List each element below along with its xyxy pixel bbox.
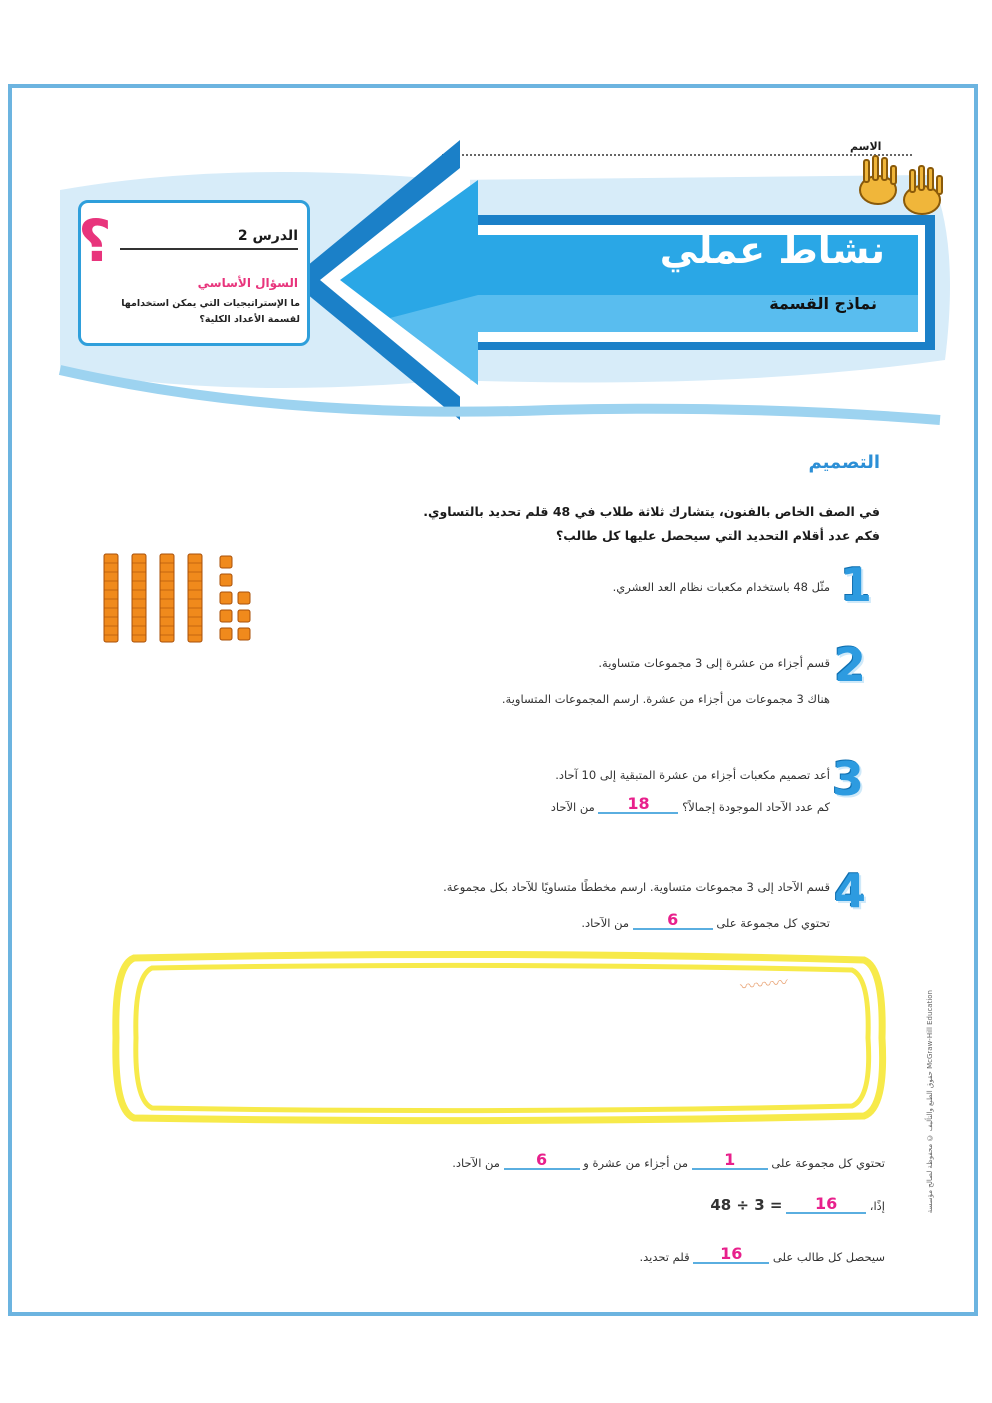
step-1-number: 1 bbox=[840, 558, 873, 612]
step-4-answer-field[interactable]: 6 bbox=[633, 912, 713, 930]
problem-line-2: فكم عدد أقلام التحديد التي سيحصل عليها كل طالب؟ bbox=[556, 528, 880, 543]
final-answer-field[interactable]: 16 bbox=[693, 1246, 769, 1264]
step-3-answer-field[interactable]: 18 bbox=[598, 796, 678, 814]
name-label: الاسم bbox=[850, 140, 882, 153]
bottom-line-3-pre: سيحصل كل طالب على bbox=[772, 1250, 885, 1264]
scratch-marks-icon: 〰〰〰 bbox=[739, 972, 789, 997]
step-3-question-pre: كم عدد الآحاد الموجودة إجمالاً؟ bbox=[682, 800, 830, 814]
step-4-text: قسم الآحاد إلى 3 مجموعات متساوية. ارسم مخططًا متساويًا للآحاد بكل مجموعة. bbox=[443, 880, 830, 894]
bottom-line-3 bbox=[500, 1246, 885, 1264]
bottom-line-3-post: قلم تحديد. bbox=[639, 1250, 690, 1264]
division-expression: 48 ÷ 3 = bbox=[710, 1196, 783, 1214]
ones-answer-field[interactable]: 6 bbox=[504, 1152, 580, 1170]
step-3-question bbox=[420, 796, 830, 814]
copyright-credit: حقوق الطبع والتأليف © محفوظة لصالح مؤسسة McGraw-Hill Education bbox=[926, 990, 934, 1214]
step-2-number: 2 bbox=[834, 638, 867, 692]
tens-answer-field[interactable]: 1 bbox=[692, 1152, 768, 1170]
step-2-text-2: هناك 3 مجموعات من أجزاء من عشرة. ارسم المجموعات المتساوية. bbox=[501, 692, 830, 706]
step-3-text: أعد تصميم مكعبات أجزاء من عشرة المتبقية إلى 10 آحاد. bbox=[555, 768, 830, 782]
problem-line-1: في الصف الخاص بالفنون، يتشارك ثلاثة طلاب في 48 قلم تحديد بالتساوي. bbox=[423, 504, 880, 519]
problem-statement bbox=[340, 500, 880, 548]
bottom-line-1-post: من الآحاد. bbox=[452, 1156, 500, 1170]
step-2-text: قسم أجزاء من عشرة إلى 3 مجموعات متساوية. bbox=[598, 656, 830, 670]
bottom-line-1 bbox=[300, 1152, 885, 1170]
lesson-title: الدرس 2 bbox=[120, 228, 298, 250]
activity-subtitle: نماذج القسمة bbox=[769, 294, 877, 313]
quotient-answer-field[interactable]: 16 bbox=[786, 1196, 866, 1214]
step-4-number: 4 bbox=[834, 864, 867, 918]
step-4-question-pre: تحتوي كل مجموعة على bbox=[716, 916, 830, 930]
step-4-question bbox=[420, 912, 830, 930]
essential-question-text: ما الإستراتيجيات التي يمكن استخدامها لقسمة الأعداد الكلية؟ bbox=[121, 298, 300, 325]
bottom-line-2 bbox=[600, 1196, 885, 1214]
bottom-line-2-pre: إذًا، bbox=[869, 1199, 885, 1213]
step-3-question-post: من الآحاد bbox=[550, 800, 595, 814]
step-4-question-post: من الآحاد. bbox=[581, 916, 630, 930]
bottom-line-1-pre: تحتوي كل مجموعة على bbox=[771, 1156, 885, 1170]
essential-question-label: السؤال الأساسي bbox=[197, 276, 298, 290]
bottom-line-1-mid: من أجزاء من عشرة و bbox=[583, 1156, 689, 1170]
activity-title: نشاط عملي bbox=[659, 228, 885, 272]
question-mark-icon: ؟ bbox=[78, 207, 112, 275]
base-ten-blocks-image bbox=[100, 552, 260, 644]
step-1-text: مثّل 48 باستخدام مكعبات نظام العد العشري. bbox=[612, 580, 830, 594]
step-3-number: 3 bbox=[832, 752, 865, 806]
section-heading: التصميم bbox=[808, 452, 880, 473]
